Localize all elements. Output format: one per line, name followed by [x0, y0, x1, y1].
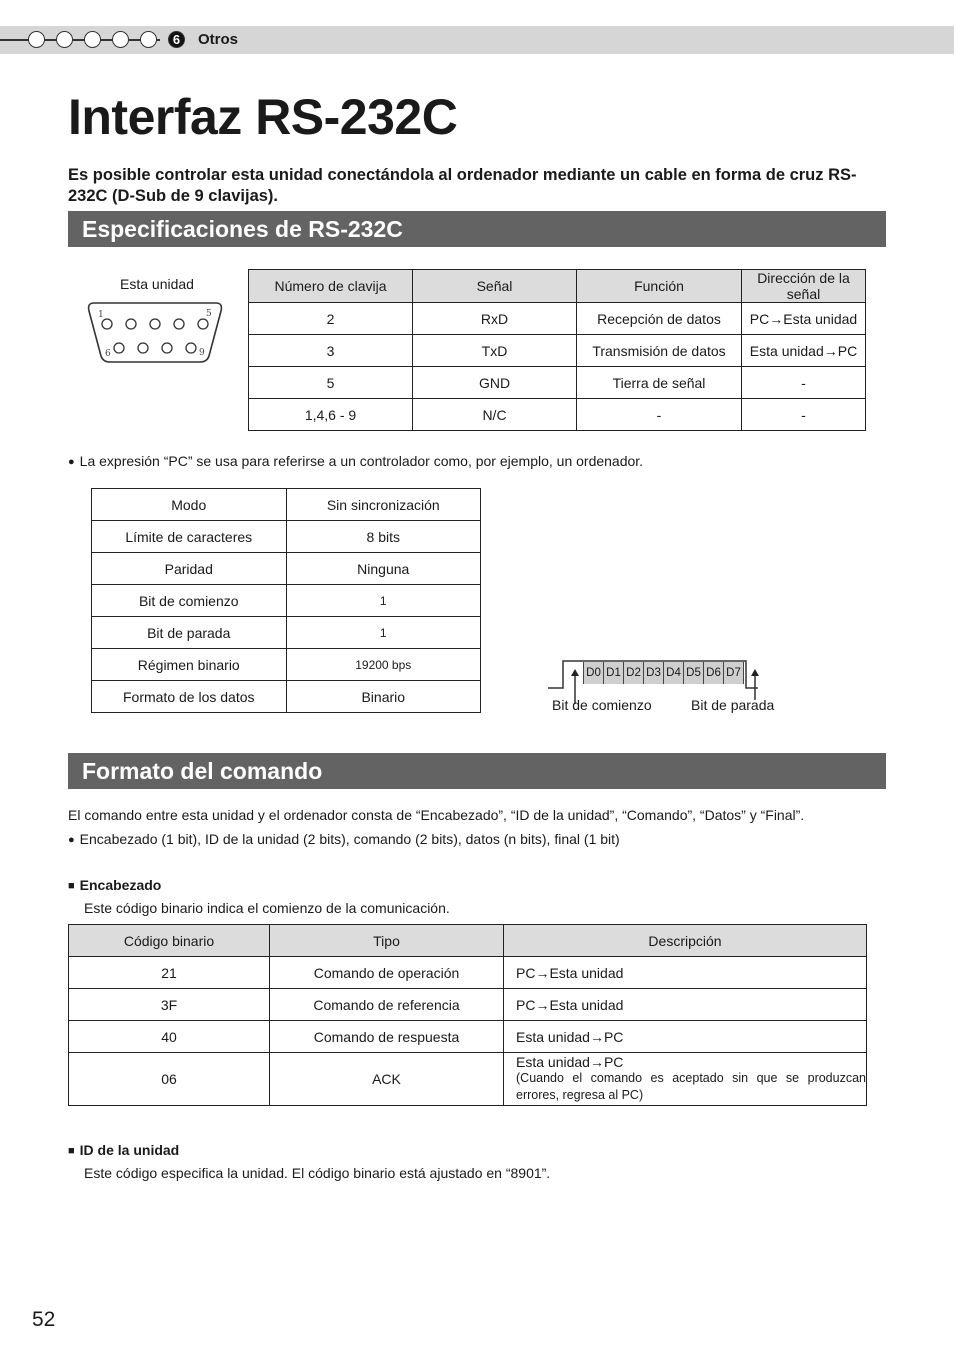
- table-cell: N/C: [413, 399, 577, 431]
- table-cell: 3F: [69, 989, 270, 1021]
- table-row: [69, 1053, 867, 1106]
- table-cell: Transmisión de datos: [577, 335, 742, 367]
- table-row: [92, 585, 481, 617]
- pc-note: ● La expresión “PC” se usa para referirse a un controlador como, por ejemplo, un ordenador.: [68, 453, 643, 469]
- table-cell: 1: [286, 617, 481, 649]
- header-subsection-desc: Este código binario indica el comienzo de la comunicación.: [84, 900, 450, 916]
- table-row: [249, 335, 866, 367]
- ack-desc-line2: (Cuando el comando es aceptado sin que se produzcan errores, regresa al PC): [516, 1071, 866, 1102]
- chapter-circle-5: [140, 31, 157, 48]
- page-title: Interfaz RS-232C: [68, 89, 458, 145]
- chapter-circle-1: [28, 31, 45, 48]
- table-header-cell: Tipo: [270, 925, 504, 957]
- chapter-circle-current: 6: [168, 31, 185, 48]
- table-cell: Comando de respuesta: [270, 1021, 504, 1053]
- data-bit-cell: D3: [643, 662, 663, 684]
- section-heading-command-text: Formato del comando: [82, 758, 323, 784]
- section-heading-command: [68, 753, 886, 789]
- table-cell: 06: [69, 1053, 270, 1106]
- table-cell: PC→Esta unidad: [504, 989, 867, 1021]
- table-row: [92, 649, 481, 681]
- table-header-cell: Función: [577, 270, 742, 303]
- table-cell: 1: [286, 585, 481, 617]
- table-row: [92, 521, 481, 553]
- data-bit-cell: D1: [603, 662, 623, 684]
- table-cell: Modo: [92, 489, 287, 521]
- chapter-circle-4: [112, 31, 129, 48]
- table-cell: Esta unidad→PC: [742, 335, 866, 367]
- unit-id-subsection-title: ■ ID de la unidad: [68, 1142, 179, 1158]
- table-header-row: [69, 925, 867, 957]
- table-cell: RxD: [413, 303, 577, 335]
- table-cell: Formato de los datos: [92, 681, 287, 713]
- table-row: [69, 1021, 867, 1053]
- chapter-circle-3: [84, 31, 101, 48]
- data-bits-row: [583, 662, 746, 684]
- table-cell: 19200 bps: [286, 649, 481, 681]
- table-row: [69, 957, 867, 989]
- table-row: [69, 989, 867, 1021]
- table-cell: PC→Esta unidad: [742, 303, 866, 335]
- table-header-cell: Número de clavija: [249, 270, 413, 303]
- pin-label-1: 1: [98, 310, 104, 320]
- chapter-progress-line: [0, 39, 160, 41]
- table-cell: -: [742, 367, 866, 399]
- table-cell: 3: [249, 335, 413, 367]
- table-cell: 8 bits: [286, 521, 481, 553]
- table-header-cell: Señal: [413, 270, 577, 303]
- table-cell: ACK: [270, 1053, 504, 1106]
- table-cell: Recepción de datos: [577, 303, 742, 335]
- table-cell-ack-desc: [504, 1053, 867, 1106]
- table-row: [249, 303, 866, 335]
- stop-bit-label: Bit de parada: [691, 697, 775, 713]
- table-cell: Ninguna: [286, 553, 481, 585]
- table-cell: 40: [69, 1021, 270, 1053]
- table-cell: PC→Esta unidad: [504, 957, 867, 989]
- table-cell: 21: [69, 957, 270, 989]
- table-header-row: [249, 270, 866, 303]
- chapter-circle-2: [56, 31, 73, 48]
- table-cell: Régimen binario: [92, 649, 287, 681]
- table-row: [249, 367, 866, 399]
- table-row: [92, 617, 481, 649]
- table-cell: Sin sincronización: [286, 489, 481, 521]
- command-structure-bullet: ● Encabezado (1 bit), ID de la unidad (2 bits), comando (2 bits), datos (n bits), final (1 bit): [68, 831, 620, 847]
- table-cell: -: [742, 399, 866, 431]
- table-cell: -: [577, 399, 742, 431]
- unit-id-subsection-desc: Este código especifica la unidad. El código binario está ajustado en “8901”.: [84, 1165, 551, 1181]
- table-cell: Límite de caracteres: [92, 521, 287, 553]
- page-number: 52: [32, 1308, 56, 1331]
- header-codes-table: [68, 924, 867, 1106]
- connector-label: Esta unidad: [120, 276, 194, 292]
- header-subsection-title: ■ Encabezado: [68, 877, 161, 893]
- pin-assignment-table: [248, 269, 866, 431]
- table-cell: 2: [249, 303, 413, 335]
- table-header-cell: Código binario: [69, 925, 270, 957]
- pin-label-9: 9: [199, 348, 205, 358]
- ack-desc-line1: Esta unidad→PC: [516, 1054, 624, 1070]
- table-cell: Comando de operación: [270, 957, 504, 989]
- table-cell: Paridad: [92, 553, 287, 585]
- command-intro-paragraph: El comando entre esta unidad y el ordenador consta de “Encabezado”, “ID de la unidad”, “Comando”, “Datos” y “Final”.: [68, 807, 805, 823]
- data-bit-cell: D0: [583, 662, 603, 684]
- table-cell: GND: [413, 367, 577, 399]
- table-header-cell: Descripción: [504, 925, 867, 957]
- start-bit-label: Bit de comienzo: [552, 697, 652, 713]
- table-cell: Comando de referencia: [270, 989, 504, 1021]
- pin-label-5: 5: [206, 309, 212, 319]
- section-heading-spec: [68, 211, 886, 247]
- table-cell: 5: [249, 367, 413, 399]
- pin-label-6: 6: [105, 349, 111, 359]
- table-row: [92, 553, 481, 585]
- data-bit-cell: D5: [683, 662, 703, 684]
- table-cell: Tierra de señal: [577, 367, 742, 399]
- table-row: [92, 681, 481, 713]
- table-cell: TxD: [413, 335, 577, 367]
- section-heading-spec-text: Especificaciones de RS-232C: [82, 216, 403, 242]
- chapter-title: Otros: [198, 31, 239, 48]
- table-cell: Binario: [286, 681, 481, 713]
- table-cell: Bit de parada: [92, 617, 287, 649]
- table-row: [92, 489, 481, 521]
- data-bit-cell: D2: [623, 662, 643, 684]
- data-bit-cell: D6: [703, 662, 723, 684]
- intro-paragraph: Es posible controlar esta unidad conectándola al ordenador mediante un cable en forma de cruz RS-232C (D-Sub de 9 clavijas).: [68, 166, 857, 205]
- table-row: [249, 399, 866, 431]
- table-header-cell: Dirección de la señal: [742, 270, 866, 303]
- table-cell: Bit de comienzo: [92, 585, 287, 617]
- table-cell: 1,4,6 - 9: [249, 399, 413, 431]
- communication-settings-table: [91, 488, 481, 713]
- data-bit-cell: D4: [663, 662, 683, 684]
- dsub9-connector-diagram: [86, 298, 226, 368]
- data-bit-cell: D7: [723, 662, 744, 684]
- table-cell: Esta unidad→PC: [504, 1021, 867, 1053]
